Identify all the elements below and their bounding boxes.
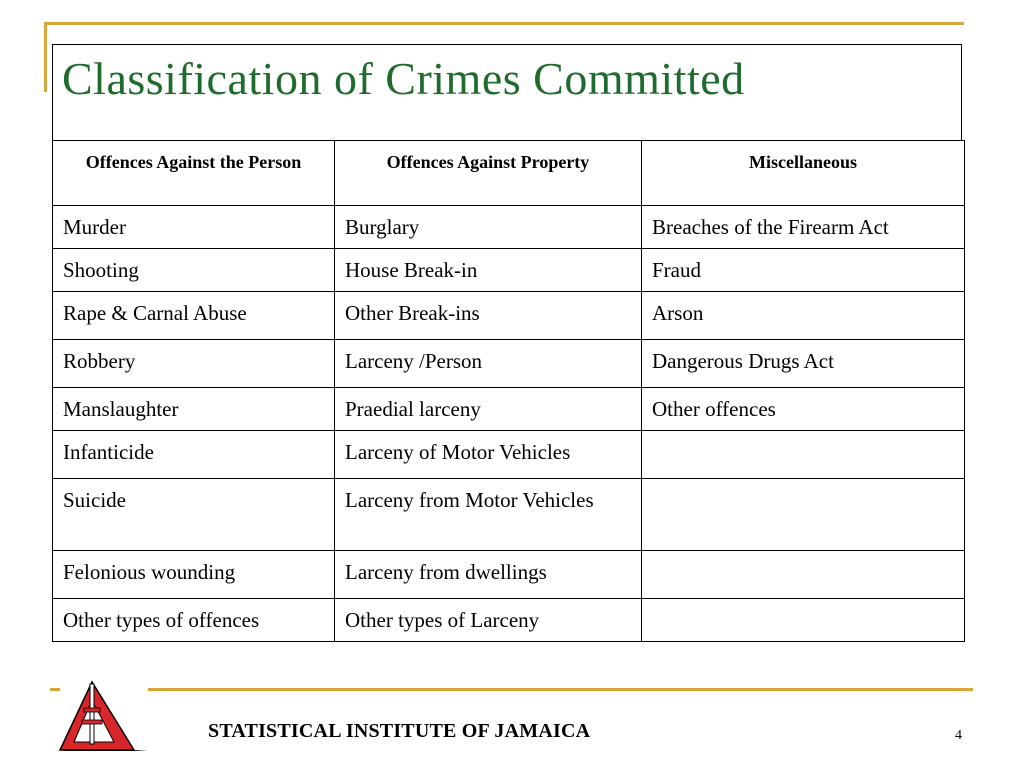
- table-cell: Burglary: [335, 206, 642, 249]
- table-cell: Shooting: [53, 249, 335, 292]
- table-cell: Infanticide: [53, 431, 335, 479]
- decorative-left-line: [44, 22, 47, 92]
- table-cell: Fraud: [642, 249, 965, 292]
- column-header-miscellaneous: Miscellaneous: [642, 141, 965, 206]
- decorative-bottom-line: [148, 688, 973, 691]
- table-cell: Robbery: [53, 340, 335, 388]
- table-cell: Dangerous Drugs Act: [642, 340, 965, 388]
- table-cell: Larceny of Motor Vehicles: [335, 431, 642, 479]
- table-cell: Larceny /Person: [335, 340, 642, 388]
- table-cell: [642, 479, 965, 551]
- table-row: [53, 479, 965, 551]
- table-cell: House Break-in: [335, 249, 642, 292]
- statin-logo-icon: [58, 680, 150, 752]
- table-cell: [642, 599, 965, 642]
- table-row: [53, 292, 965, 340]
- table-cell: Larceny from dwellings: [335, 551, 642, 599]
- table-row: [53, 431, 965, 479]
- page-number: 4: [955, 728, 962, 743]
- table-cell: Felonious wounding: [53, 551, 335, 599]
- table-cell: [642, 431, 965, 479]
- table-cell: Suicide: [53, 479, 335, 551]
- table-row: [53, 340, 965, 388]
- decorative-top-line: [44, 22, 964, 25]
- table-row: [53, 206, 965, 249]
- column-header-property: Offences Against Property: [335, 141, 642, 206]
- column-header-person: Offences Against the Person: [53, 141, 335, 206]
- page-title: Classification of Crimes Committed: [62, 53, 745, 104]
- table-cell: Other Break-ins: [335, 292, 642, 340]
- table-row: [53, 599, 965, 642]
- table-row: [53, 249, 965, 292]
- table-cell: Praedial larceny: [335, 388, 642, 431]
- table-cell: Rape & Carnal Abuse: [53, 292, 335, 340]
- table-cell: Breaches of the Firearm Act: [642, 206, 965, 249]
- table-header-row: [53, 141, 965, 206]
- table-cell: Other types of Larceny: [335, 599, 642, 642]
- table-cell: Manslaughter: [53, 388, 335, 431]
- table-cell: Murder: [53, 206, 335, 249]
- table-row: [53, 388, 965, 431]
- table-cell: Larceny from Motor Vehicles: [335, 479, 642, 551]
- table-cell: Arson: [642, 292, 965, 340]
- footer-organization: STATISTICAL INSTITUTE OF JAMAICA: [208, 720, 591, 742]
- crimes-table: [52, 140, 965, 642]
- table-cell: [642, 551, 965, 599]
- table-row: [53, 551, 965, 599]
- table-cell: Other offences: [642, 388, 965, 431]
- table-cell: Other types of offences: [53, 599, 335, 642]
